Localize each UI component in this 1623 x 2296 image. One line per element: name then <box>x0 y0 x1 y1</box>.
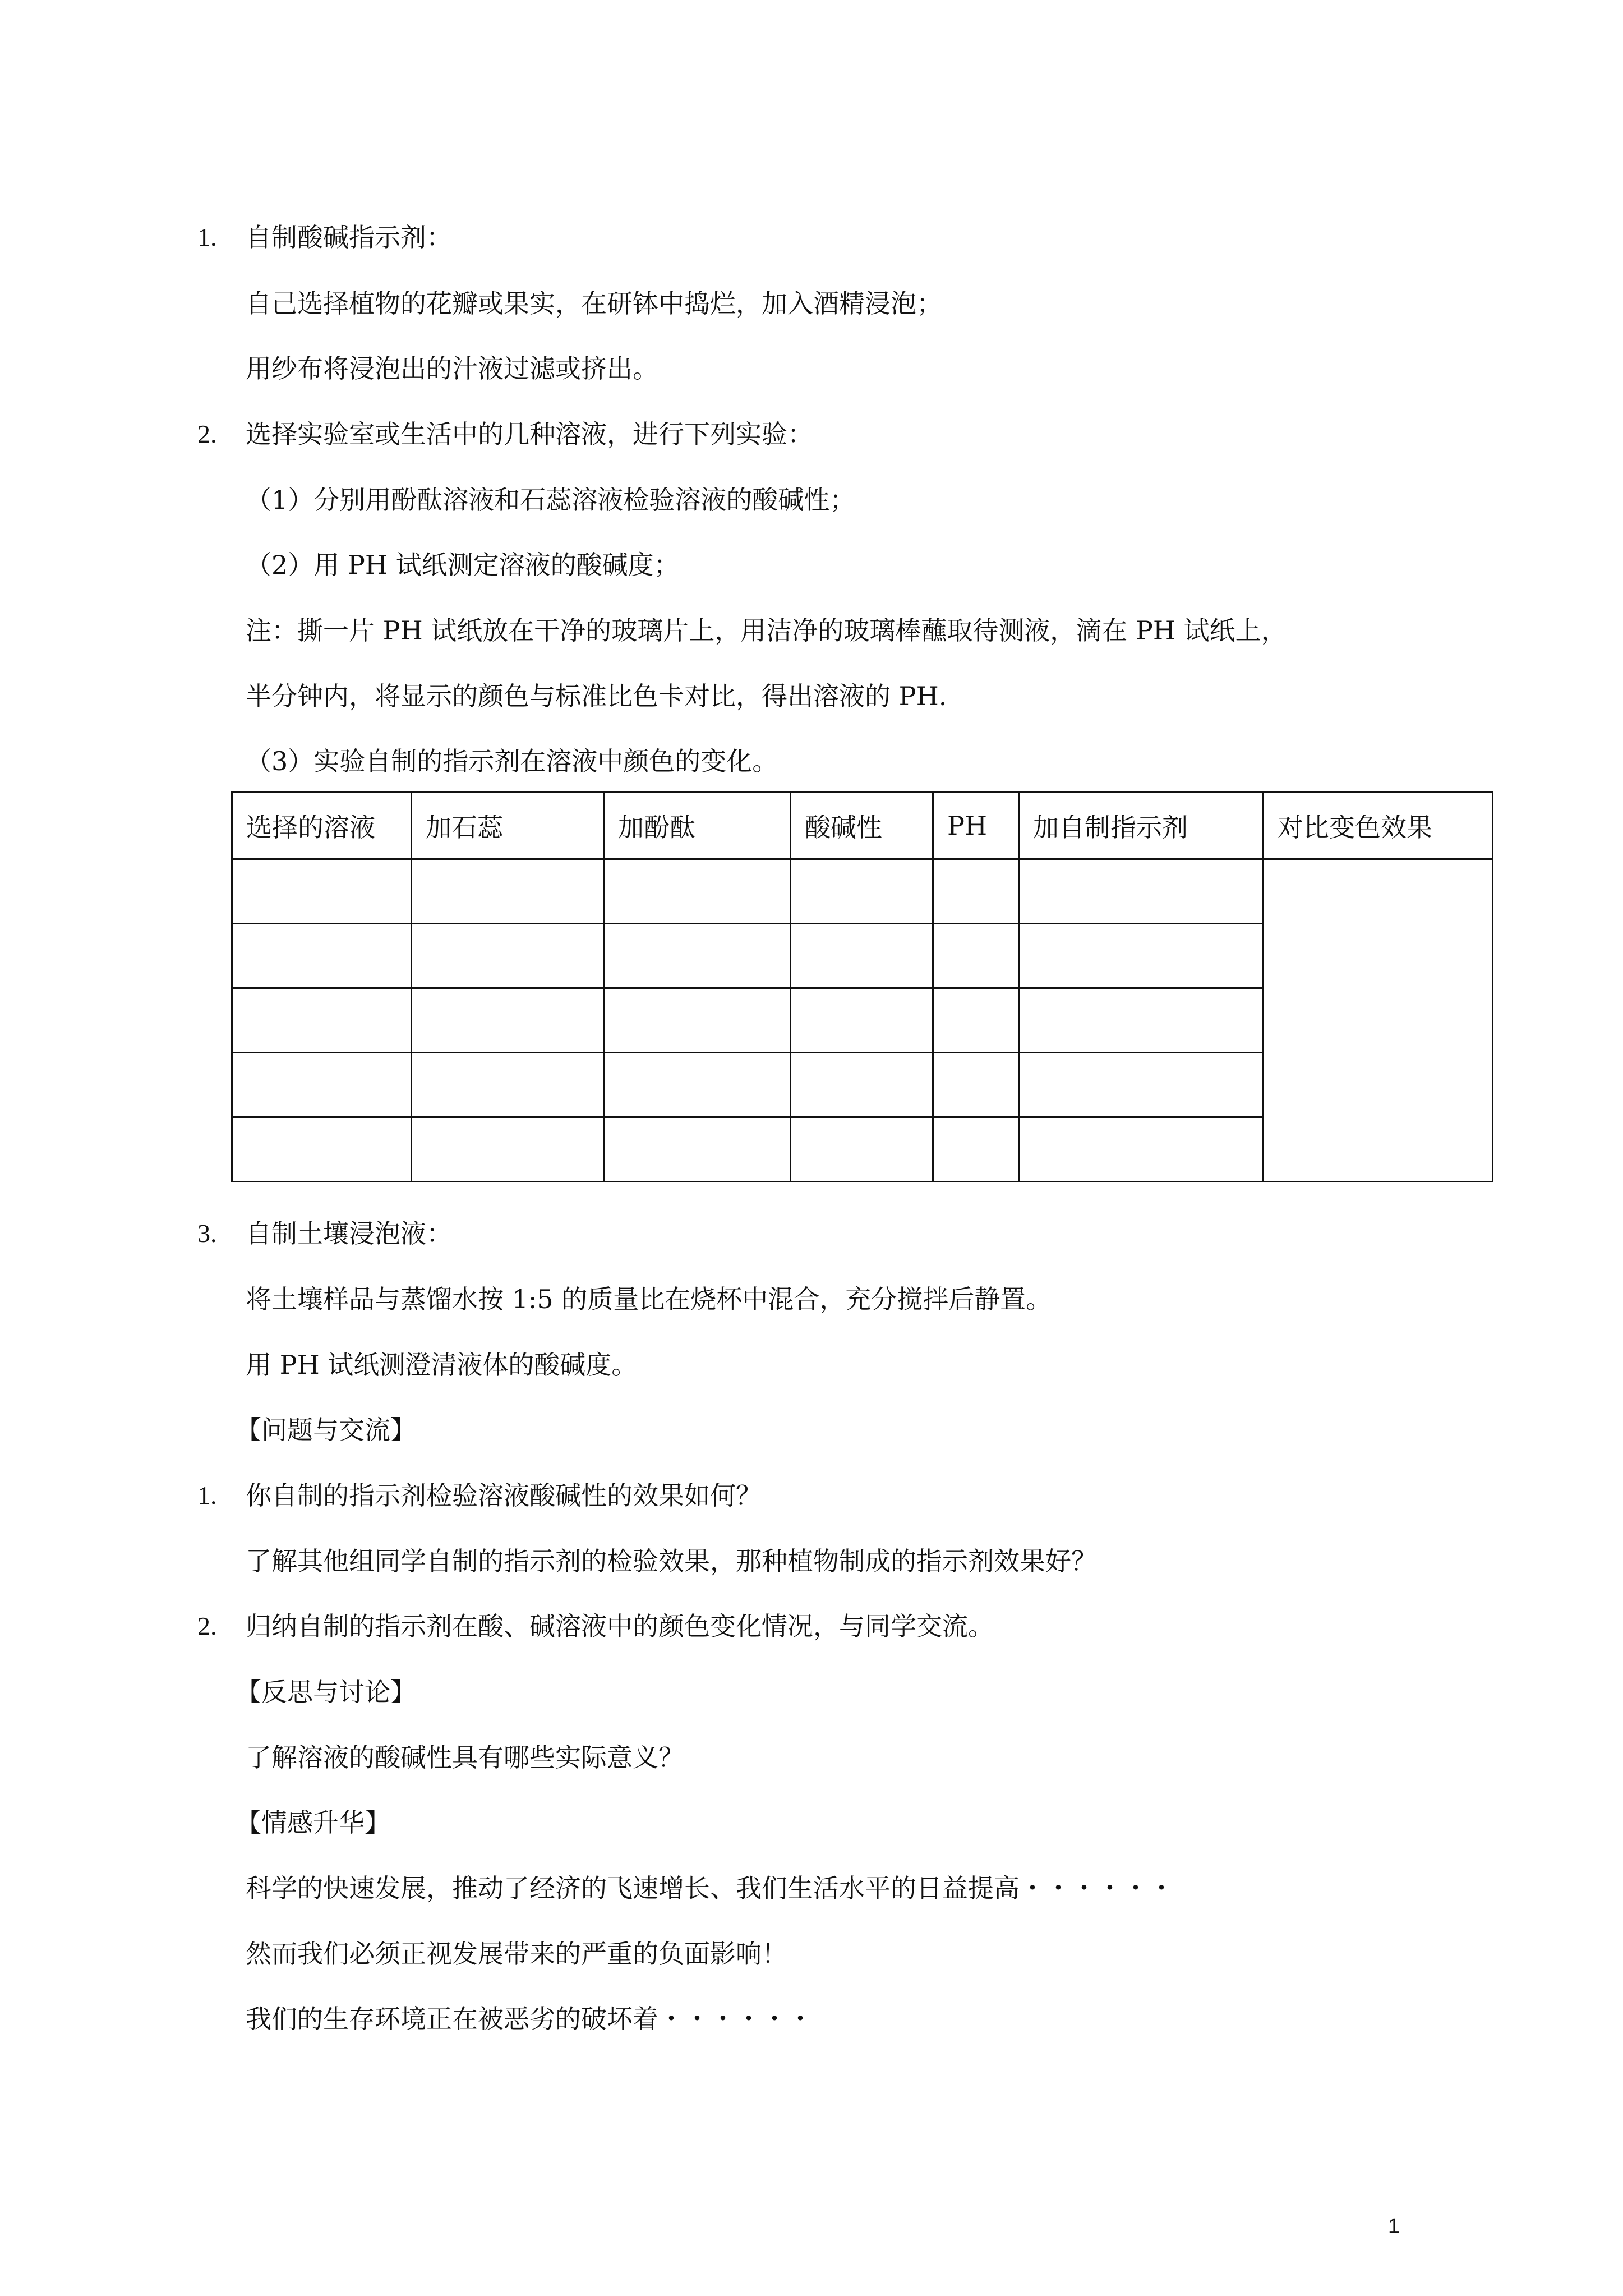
question-2-number: 2. <box>197 1612 217 1640</box>
table-header-row <box>232 792 1493 859</box>
table-cell[interactable] <box>412 859 604 924</box>
table-cell[interactable] <box>412 1117 604 1182</box>
question-1-number: 1. <box>197 1481 217 1510</box>
emotion-line-3: 我们的生存环境正在被恶劣的破坏着・・・・・・ <box>246 2004 813 2034</box>
table-cell[interactable] <box>232 988 412 1053</box>
table-cell[interactable] <box>232 1053 412 1117</box>
header-contrast-effect: 对比变色效果 <box>1264 792 1493 859</box>
table-cell-merged[interactable] <box>1264 859 1493 1182</box>
table-cell[interactable] <box>791 924 933 988</box>
header-litmus: 加石蕊 <box>412 792 604 859</box>
table-cell[interactable] <box>1019 1117 1264 1182</box>
table-cell[interactable] <box>232 1117 412 1182</box>
table-cell[interactable] <box>412 1053 604 1117</box>
table-cell[interactable] <box>604 988 791 1053</box>
table-cell[interactable] <box>791 1053 933 1117</box>
emotion-line-2: 然而我们必须正视发展带来的严重的负面影响！ <box>246 1939 787 1969</box>
reflection-heading: 【反思与讨论】 <box>236 1677 416 1707</box>
section-3-line-1: 将土壤样品与蒸馏水按 1:5 的质量比在烧杯中混合，充分搅拌后静置。 <box>246 1284 1052 1314</box>
table-cell[interactable] <box>791 988 933 1053</box>
header-acidity: 酸碱性 <box>791 792 933 859</box>
table-cell[interactable] <box>232 859 412 924</box>
table-cell[interactable] <box>933 924 1019 988</box>
section-2-line-3: （3）实验自制的指示剂在溶液中颜色的变化。 <box>246 746 778 776</box>
section-2-line-1: （1）分别用酚酞溶液和石蕊溶液检验溶液的酸碱性； <box>246 485 856 515</box>
section-3-number: 3. <box>197 1219 217 1248</box>
table-cell[interactable] <box>933 988 1019 1053</box>
table-cell[interactable] <box>604 1117 791 1182</box>
experiment-table <box>231 791 1493 1182</box>
table-cell[interactable] <box>604 1053 791 1117</box>
section-2-note-cont: 半分钟内，将显示的颜色与标准比色卡对比，得出溶液的 PH. <box>246 681 947 711</box>
table-cell[interactable] <box>791 859 933 924</box>
reflection-text: 了解溶液的酸碱性具有哪些实际意义？ <box>246 1742 684 1773</box>
table-cell[interactable] <box>232 924 412 988</box>
emotion-line-1: 科学的快速发展，推动了经济的飞速增长、我们生活水平的日益提高・・・・・・ <box>246 1873 1174 1903</box>
table-cell[interactable] <box>412 988 604 1053</box>
header-homemade-indicator: 加自制指示剂 <box>1019 792 1264 859</box>
section-3-title: 自制土壤浸泡液： <box>246 1218 452 1249</box>
table-cell[interactable] <box>933 1117 1019 1182</box>
question-1: 你自制的指示剂检验溶液酸碱性的效果如何？ <box>246 1480 762 1511</box>
table-cell[interactable] <box>1019 924 1264 988</box>
table-cell[interactable] <box>1019 988 1264 1053</box>
table-cell[interactable] <box>1019 859 1264 924</box>
section-2-number: 2. <box>197 420 217 448</box>
table-row <box>232 859 1493 924</box>
table-cell[interactable] <box>791 1117 933 1182</box>
section-1-line-2: 用纱布将浸泡出的汁液过滤或挤出。 <box>246 353 658 384</box>
section-1-title: 自制酸碱指示剂： <box>246 222 452 252</box>
discussion-heading: 【问题与交流】 <box>236 1415 416 1445</box>
header-ph: PH <box>933 792 1019 859</box>
question-1-sub: 了解其他组同学自制的指示剂的检验效果，那种植物制成的指示剂效果好？ <box>246 1546 1097 1576</box>
section-2-title: 选择实验室或生活中的几种溶液，进行下列实验： <box>246 419 813 449</box>
section-2-note: 注：撕一片 PH 试纸放在干净的玻璃片上，用洁净的玻璃棒蘸取待测液，滴在 PH 试纸上， <box>246 615 1287 646</box>
header-solution: 选择的溶液 <box>232 792 412 859</box>
section-2-line-2: （2）用 PH 试纸测定溶液的酸碱度； <box>246 550 680 580</box>
section-3-line-2: 用 PH 试纸测澄清液体的酸碱度。 <box>246 1350 638 1380</box>
table-cell[interactable] <box>412 924 604 988</box>
page-number: 1 <box>1387 2215 1400 2238</box>
emotion-heading: 【情感升华】 <box>236 1807 390 1838</box>
header-phenolphthalein: 加酚酞 <box>604 792 791 859</box>
table-cell[interactable] <box>933 859 1019 924</box>
table-cell[interactable] <box>604 924 791 988</box>
section-1-number: 1. <box>197 223 217 251</box>
table-cell[interactable] <box>604 859 791 924</box>
table-cell[interactable] <box>933 1053 1019 1117</box>
question-2: 归纳自制的指示剂在酸、碱溶液中的颜色变化情况，与同学交流。 <box>246 1611 994 1641</box>
section-1-line-1: 自己选择植物的花瓣或果实，在研钵中捣烂，加入酒精浸泡； <box>246 288 942 319</box>
table-cell[interactable] <box>1019 1053 1264 1117</box>
